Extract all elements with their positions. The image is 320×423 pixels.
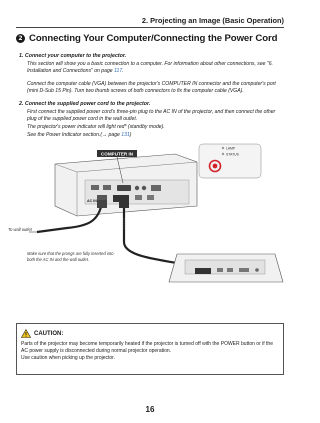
lamp-indicator-label: LAMP bbox=[226, 146, 236, 151]
step-2-paragraph-2: The projector's power indicator will light red* (standby mode). bbox=[27, 124, 165, 130]
section-title bbox=[16, 33, 277, 44]
status-indicator-label: STATUS bbox=[226, 152, 239, 157]
step-1-p1-end: . bbox=[122, 68, 124, 75]
laptop-illustration bbox=[169, 254, 283, 282]
running-header: 2. Projecting an Image (Basic Operation) bbox=[141, 16, 284, 25]
ac-plug bbox=[97, 200, 107, 208]
vga-connector-laptop bbox=[195, 268, 211, 274]
page-131-link[interactable]: 131 bbox=[121, 132, 130, 138]
caution-header bbox=[21, 329, 63, 338]
caution-line-1: Parts of the projector may become temporarily heated if the projector is turned off with the POWER button or if the bbox=[21, 341, 273, 347]
step-1-paragraph-1 bbox=[27, 61, 285, 76]
prongs-note-line-1: Make sure that the prongs are fully inserted into bbox=[27, 251, 114, 256]
caution-label: CAUTION: bbox=[34, 330, 64, 337]
step-2-p3-text: See the Power Indicator section.(→ page bbox=[27, 132, 122, 138]
caution-box bbox=[16, 323, 284, 375]
step-1-paragraph-2: Connect the computer cable (VGA) between the projector's COMPUTER IN connector and the computer's port (mini D-Sub 15 Pin). Turn two thumb screws of both connectors to fix the computer cable (VGA). bbox=[27, 81, 276, 95]
wall-outlet-label: To wall outlet bbox=[8, 227, 32, 232]
section-title-text: Connecting Your Computer/Connecting the Power Cord bbox=[29, 33, 278, 44]
section-number-badge: 2 bbox=[16, 34, 25, 43]
ac-in-label: AC IN bbox=[87, 199, 97, 203]
vga-connector-projector bbox=[119, 200, 129, 208]
step-2-paragraph-1: First connect the supplied power cord's three-pin plug to the AC IN of the projector, and then connect the other plug of the supplied power cord in the wall outlet. bbox=[27, 109, 276, 123]
computer-in-label: COMPUTER IN bbox=[100, 151, 134, 157]
header-rule bbox=[16, 27, 284, 28]
step-1-heading: 1. Connect your computer to the projector. bbox=[19, 53, 127, 59]
caution-text bbox=[21, 341, 281, 361]
step-2-p3-end: ) bbox=[129, 132, 132, 138]
step-2-paragraph-3 bbox=[27, 132, 285, 139]
prongs-note-line-2: both the AC IN and the wall outlet. bbox=[27, 256, 89, 262]
step-2-heading: 2. Connect the supplied power cord to the projector. bbox=[19, 101, 151, 107]
power-indicator-light bbox=[213, 164, 218, 169]
step-1-p1-text: This section will show you a basic connection to a computer. For information about other connections, see "6. Installation and Connections" on page bbox=[27, 61, 273, 75]
connection-illustration bbox=[27, 142, 285, 292]
warning-icon bbox=[21, 329, 31, 338]
caution-line-2: AC power supply is disconnected during normal projector operation. bbox=[21, 347, 172, 354]
caution-line-3: Use caution when picking up the projector. bbox=[21, 354, 115, 361]
page-number: 16 bbox=[145, 405, 155, 414]
connection-diagram bbox=[8, 142, 285, 292]
page-117-link[interactable]: 117 bbox=[114, 68, 123, 75]
